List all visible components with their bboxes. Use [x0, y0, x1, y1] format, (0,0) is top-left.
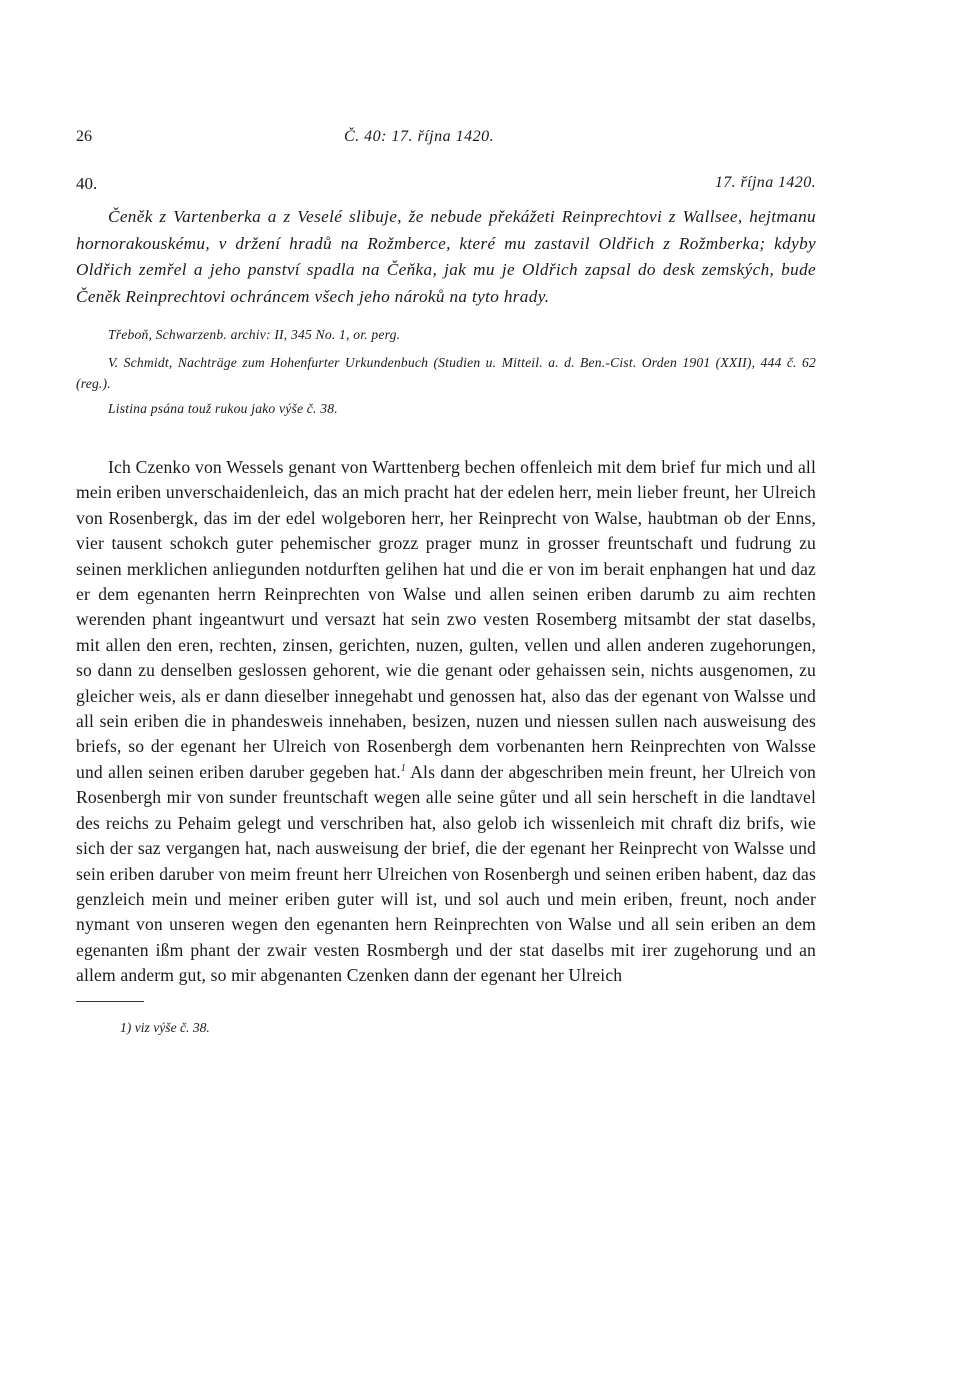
document-date: 17. října 1420. [714, 174, 816, 191]
page-number: 26 [76, 128, 92, 145]
charter-text [76, 455, 816, 989]
running-head-title: Č. 40: 17. října 1420. [344, 128, 495, 145]
charter-text-part-1: Ich Czenko von Wessels genant von Warttenberg bechen offenleich mit dem brief fur mich und all mein eriben unverschaidenleich, das an mich pracht hat der edelen herr, mein lieber freunt, her Ulreich von Rosenbergk, das im der edel wolgeboren herr, her Reinprecht von Walse, haubtman ob der Enns, vier tausent schokch guter pehemischer grozz prager munz in grosser freuntschaft und fudrung zu seinen merklichen anliegunden notdurften gelihen hat und die er von im berait enphangen hat und daz er dem egenanten herrn Reinprechten von Walse und allen seinen eriben darumb zu aim rechten werenden phant ingeantwurt und versazt hat sein zwo vesten Rosemberg mitsambt der stat daselbs, mit allen den eren, rechten, zinsen, gerichten, nuzen, gulten, vellen und allen anderen zugehorungen, so dann zu denselben geslossen gehorent, wie die genant oder gehaissen sein, nichts ausgenomen, zu gleicher weis, als er dann dieselber innegehabt und genossen hat, also das der egenant von Walsse und all sein eriben die in phandesweis innehaben, besizen, nuzen und niessen sullen nach ausweisung des briefs, so der egenant her Ulreich von Rosenbergh dem vorbenanten hern Reinprechten von Walsse und allen seinen eriben daruber gegeben hat. [76, 457, 816, 782]
document-number: 40. [76, 174, 98, 193]
document-header [76, 174, 816, 204]
footnote: 1) viz výše č. 38. [120, 1019, 210, 1035]
footnote-divider [76, 1001, 144, 1002]
regest-summary: Čeněk z Vartenberka a z Veselé slibuje, že nebude překážeti Reinprechtovi z Wallsee, hejtmanu hornorakouskému, v držení hradů na Rožmberce, které mu zastavil Oldřich z Rožmberka; kdyby Oldřich zemřel a jeho panství spadla na Čeňka, jak mu je Oldřich zapsal do desk zemských, bude Čeněk Reinprechtovi ochráncem všech jeho nároků na tyto hrady. [76, 207, 816, 306]
critical-apparatus [76, 324, 816, 419]
footnote-marker: 1 [400, 763, 406, 775]
archive-reference: Třeboň, Schwarzenb. archiv: II, 345 No. 1, or. perg. [108, 327, 401, 342]
charter-text-part-2: Als dann der abgeschriben mein freunt, her Ulreich von Rosenbergh mir von sunder freuntschaft wegen alle seine gůter und all sein herscheft in die landtavel des reichs zu Pehaim gelegt und verschriben hat, also gelob ich wissenleich mit chraft diz brifs, wie sich der saz vergangen hat, nach ausweisung der brief, die der egenant her Reinprecht von Walsse und sein eriben daruber von meim freunt herr Ulreichen von Rosenbergh und seinen eriben habent, daz das genzleich mein und meiner eriben guter will ist, und sol auch und mein eriben, freunt, noch ander nymant von unseren wegen den egenanten hern Reinprechten von Walse und all sein eriben an dem egenanten ißm phant der zwair vesten Rosmbergh und der stat daselbs mit irer zugehorung und an allem anderm gut, so mir abgenanten Czenken dann der egenant her Ulreich [76, 761, 817, 986]
edition-reference: V. Schmidt, Nachträge zum Hohenfurter Urkundenbuch (Studien u. Mitteil. a. d. Ben.-Cist. Orden 1901 (XXII), 444 č. 62 (reg.). [76, 355, 816, 391]
script-note: Listina psána touž rukou jako výše č. 38. [108, 401, 338, 416]
document-page [76, 128, 816, 1036]
running-head [76, 128, 816, 158]
